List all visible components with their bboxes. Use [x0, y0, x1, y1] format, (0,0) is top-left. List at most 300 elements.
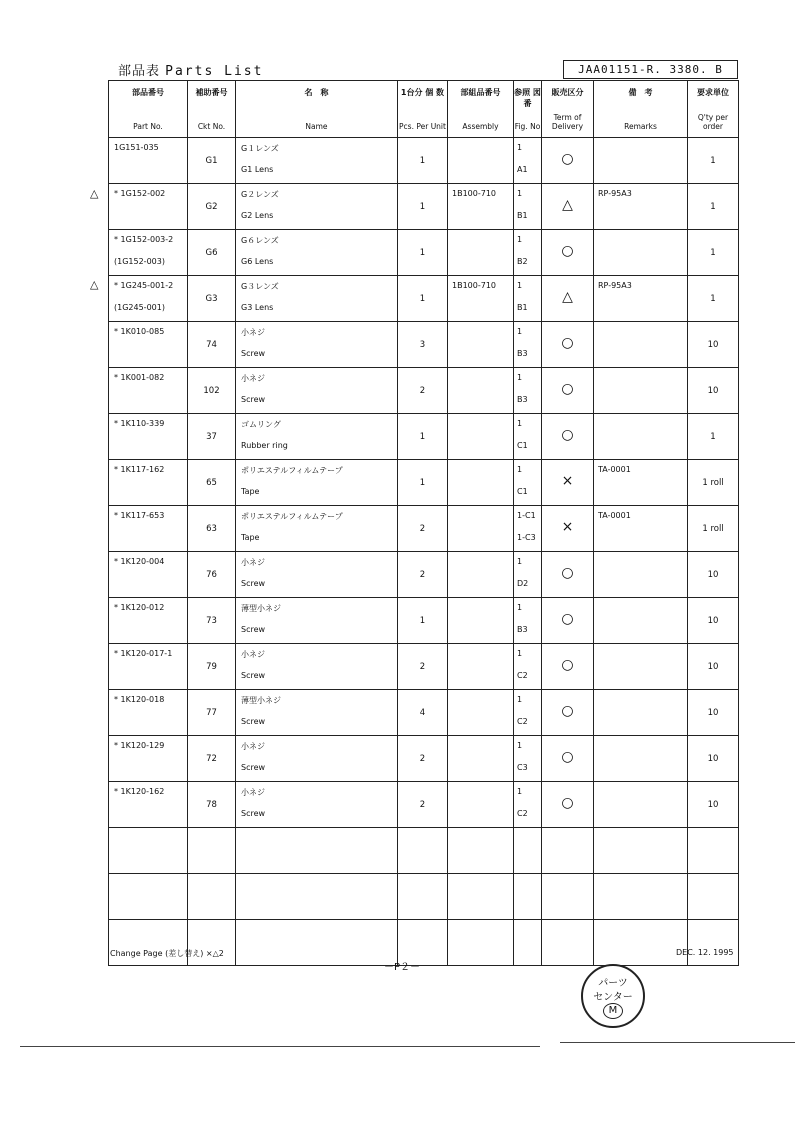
- table-cell: [594, 414, 688, 460]
- name-en: Screw: [241, 763, 266, 772]
- name-en: Tape: [241, 487, 260, 496]
- name-en: G3 Lens: [241, 303, 274, 312]
- column-header-jp: 備 考: [628, 88, 653, 97]
- table-cell: [448, 782, 514, 828]
- table-cell: [188, 276, 236, 322]
- table-cell: [448, 690, 514, 736]
- fig-location: B1: [517, 303, 528, 312]
- table-cell: [514, 874, 542, 920]
- table-cell: [398, 138, 448, 184]
- table-cell: [514, 230, 542, 276]
- table-cell: [236, 138, 398, 184]
- table-cell: [448, 552, 514, 598]
- table-row: [109, 368, 739, 414]
- delivery-term-mark: ○: [561, 381, 574, 397]
- column-header: [188, 81, 236, 138]
- document-number: JAA01151-R. 3380. B: [563, 60, 738, 79]
- ckt-number: 63: [206, 524, 217, 534]
- title-jp: 部品表: [118, 64, 161, 79]
- table-row: [109, 552, 739, 598]
- ckt-number: G2: [205, 202, 218, 212]
- delivery-term-mark: ○: [561, 565, 574, 581]
- name-en: Screw: [241, 625, 266, 634]
- pcs-per-unit: 1: [419, 202, 426, 212]
- table-cell: [398, 230, 448, 276]
- table-cell: [542, 506, 594, 552]
- table-cell: [398, 690, 448, 736]
- table-cell: [594, 828, 688, 874]
- table-cell: [594, 230, 688, 276]
- qty-per-order: 10: [707, 570, 719, 580]
- column-header: [398, 81, 448, 138]
- table-cell: [594, 736, 688, 782]
- column-header-en: Assembly: [462, 122, 499, 131]
- table-cell: [688, 276, 739, 322]
- table-cell: [594, 874, 688, 920]
- column-header-jp: 部組品番号: [460, 88, 501, 97]
- pcs-per-unit: 1: [419, 478, 426, 488]
- parts-center-stamp: [581, 964, 645, 1028]
- column-header-jp: 補助番号: [195, 88, 228, 97]
- name-en: Screw: [241, 349, 266, 358]
- fig-location: B3: [517, 625, 528, 634]
- table-cell: [514, 552, 542, 598]
- table-cell: [109, 690, 188, 736]
- table-cell: [688, 690, 739, 736]
- ckt-number: G6: [205, 248, 218, 258]
- stamp-line1: パーツ: [598, 978, 628, 989]
- table-cell: [109, 552, 188, 598]
- fig-location: C2: [517, 717, 528, 726]
- table-cell: [448, 736, 514, 782]
- table-cell: [514, 598, 542, 644]
- fig-location: C3: [517, 763, 528, 772]
- title-en: Parts List: [165, 64, 264, 79]
- table-cell: [688, 322, 739, 368]
- part-number: * 1K120-129: [114, 741, 165, 750]
- table-cell: [188, 644, 236, 690]
- table-cell: [236, 598, 398, 644]
- fig-location: B3: [517, 395, 528, 404]
- fig-location: A1: [517, 165, 528, 174]
- table-cell: [236, 874, 398, 920]
- table-cell: [236, 552, 398, 598]
- table-cell: [448, 322, 514, 368]
- table-cell: [688, 184, 739, 230]
- table-cell: [109, 368, 188, 414]
- table-cell: [514, 414, 542, 460]
- fig-number: 1: [517, 327, 523, 336]
- name-jp: G１レンズ: [241, 144, 279, 153]
- table-cell: [109, 184, 188, 230]
- name-jp: 小ネジ: [241, 558, 265, 567]
- bottom-divider-right: [560, 1042, 795, 1043]
- table-cell: [188, 322, 236, 368]
- fig-number: 1: [517, 419, 523, 428]
- parts-table: [108, 80, 739, 966]
- table-cell: [514, 368, 542, 414]
- fig-number: 1: [517, 465, 523, 474]
- table-cell: [236, 230, 398, 276]
- delivery-term-mark: △: [562, 289, 573, 305]
- table-cell: [688, 644, 739, 690]
- qty-per-order: 10: [707, 754, 719, 764]
- column-header-jp: 1台分 個 数: [400, 88, 445, 97]
- table-row: [109, 874, 739, 920]
- qty-per-order: 10: [707, 616, 719, 626]
- table-row: [109, 828, 739, 874]
- table-row: [109, 414, 739, 460]
- table-cell: [398, 506, 448, 552]
- ckt-number: G3: [205, 294, 218, 304]
- fig-number: 1: [517, 649, 523, 658]
- assembly-number: 1B100-710: [452, 189, 497, 198]
- pcs-per-unit: 1: [419, 248, 426, 258]
- column-header-en: Q'ty per order: [697, 113, 729, 131]
- table-cell: [594, 644, 688, 690]
- table-cell: [514, 690, 542, 736]
- table-cell: [188, 782, 236, 828]
- issue-date: DEC. 12. 1995: [676, 948, 734, 957]
- table-cell: [448, 598, 514, 644]
- name-jp: G３レンズ: [241, 282, 279, 291]
- table-cell: [109, 506, 188, 552]
- table-cell: [398, 276, 448, 322]
- table-cell: [514, 138, 542, 184]
- table-row: [109, 690, 739, 736]
- table-row: [109, 736, 739, 782]
- name-jp: ポリエステルフィルムテープ: [241, 466, 343, 475]
- fig-location: C1: [517, 441, 528, 450]
- table-cell: [398, 782, 448, 828]
- column-header-jp: 部品番号: [132, 88, 164, 97]
- fig-location: B2: [517, 257, 528, 266]
- table-cell: [448, 230, 514, 276]
- table-cell: [542, 368, 594, 414]
- table-cell: [448, 184, 514, 230]
- ckt-number: 78: [206, 800, 217, 810]
- part-number: * 1K010-085: [114, 327, 165, 336]
- table-cell: [542, 874, 594, 920]
- qty-per-order: 1: [710, 294, 716, 304]
- fig-number: 1: [517, 143, 523, 152]
- part-number: * 1G245-001-2: [114, 281, 174, 290]
- pcs-per-unit: 1: [419, 432, 426, 442]
- table-cell: [688, 506, 739, 552]
- name-jp: ポリエステルフィルムテープ: [241, 512, 343, 521]
- fig-number: 1: [517, 189, 523, 198]
- column-header-en: Fig. No: [514, 122, 541, 131]
- table-cell: [236, 920, 398, 966]
- table-cell: [448, 138, 514, 184]
- fig-number: 1: [517, 787, 523, 796]
- table-cell: [594, 368, 688, 414]
- fig-number: 1: [517, 695, 523, 704]
- qty-per-order: 10: [707, 386, 719, 396]
- table-cell: [688, 598, 739, 644]
- part-number: * 1K117-653: [114, 511, 165, 520]
- table-cell: [236, 644, 398, 690]
- fig-number: 1: [517, 741, 523, 750]
- table-cell: [688, 552, 739, 598]
- table-cell: [688, 138, 739, 184]
- delivery-term-mark: ×: [561, 519, 574, 535]
- delivery-term-mark: ×: [561, 473, 574, 489]
- table-cell: [398, 184, 448, 230]
- table-cell: [594, 782, 688, 828]
- table-cell: [542, 644, 594, 690]
- table-cell: [542, 736, 594, 782]
- table-cell: [542, 138, 594, 184]
- pcs-per-unit: 2: [419, 800, 426, 810]
- delivery-term-mark: ○: [561, 243, 574, 259]
- part-number: * 1K120-018: [114, 695, 165, 704]
- ckt-number: 102: [203, 386, 220, 396]
- remarks: RP-95A3: [598, 189, 632, 198]
- delivery-term-mark: ○: [561, 703, 574, 719]
- table-cell: [542, 690, 594, 736]
- table-cell: [514, 920, 542, 966]
- delivery-term-mark: ○: [561, 657, 574, 673]
- table-cell: [188, 230, 236, 276]
- part-number: * 1K120-162: [114, 787, 165, 796]
- fig-location: D2: [517, 579, 529, 588]
- column-header-jp: 要求単位: [697, 88, 729, 97]
- table-cell: [398, 598, 448, 644]
- delivery-term-mark: ○: [561, 749, 574, 765]
- table-cell: [236, 460, 398, 506]
- table-cell: [514, 184, 542, 230]
- fig-location: B3: [517, 349, 528, 358]
- table-row: [109, 644, 739, 690]
- remarks: TA-0001: [598, 465, 631, 474]
- table-cell: [236, 276, 398, 322]
- fig-number: 1: [517, 235, 523, 244]
- table-cell: [688, 230, 739, 276]
- table-cell: [542, 828, 594, 874]
- table-cell: [594, 598, 688, 644]
- table-cell: [109, 644, 188, 690]
- delivery-term-mark: ○: [561, 151, 574, 167]
- pcs-per-unit: 1: [419, 156, 426, 166]
- table-cell: [542, 322, 594, 368]
- name-en: G1 Lens: [241, 165, 274, 174]
- table-row: [109, 184, 739, 230]
- part-number: * 1K110-339: [114, 419, 165, 428]
- table-cell: [236, 414, 398, 460]
- table-cell: [448, 920, 514, 966]
- table-cell: [188, 874, 236, 920]
- assembly-number: 1B100-710: [452, 281, 497, 290]
- table-cell: [688, 368, 739, 414]
- part-number: * 1K120-004: [114, 557, 165, 566]
- delivery-term-mark: △: [562, 197, 573, 213]
- table-cell: [188, 552, 236, 598]
- table-cell: [109, 322, 188, 368]
- table-cell: [109, 138, 188, 184]
- table-cell: [398, 322, 448, 368]
- delivery-term-mark: ○: [561, 611, 574, 627]
- table-cell: [236, 736, 398, 782]
- table-cell: [542, 598, 594, 644]
- pcs-per-unit: 3: [419, 340, 426, 350]
- table-cell: [236, 782, 398, 828]
- ckt-number: 65: [206, 478, 217, 488]
- table-row: [109, 506, 739, 552]
- table-cell: [236, 184, 398, 230]
- table-cell: [594, 184, 688, 230]
- table-cell: [398, 644, 448, 690]
- fig-number: 1: [517, 557, 523, 566]
- table-cell: [688, 460, 739, 506]
- part-number: * 1K120-012: [114, 603, 165, 612]
- table-row: [109, 460, 739, 506]
- table-cell: [594, 138, 688, 184]
- part-number: * 1K117-162: [114, 465, 165, 474]
- table-cell: [188, 460, 236, 506]
- ckt-number: 79: [206, 662, 217, 672]
- table-cell: [109, 598, 188, 644]
- revision-flag-icon: △: [90, 277, 99, 291]
- table-cell: [514, 460, 542, 506]
- name-jp: 小ネジ: [241, 788, 265, 797]
- column-header-jp: 名 称: [304, 88, 329, 97]
- table-header: [109, 81, 739, 138]
- table-cell: [236, 690, 398, 736]
- qty-per-order: 10: [707, 662, 719, 672]
- table-row: [109, 782, 739, 828]
- name-en: Screw: [241, 579, 266, 588]
- remarks: RP-95A3: [598, 281, 632, 290]
- table-cell: [688, 828, 739, 874]
- name-jp: 小ネジ: [241, 742, 265, 751]
- table-row: [109, 598, 739, 644]
- page-title: [118, 60, 263, 79]
- table-cell: [542, 414, 594, 460]
- table-cell: [542, 230, 594, 276]
- qty-per-order: 1: [710, 432, 716, 442]
- table-cell: [188, 828, 236, 874]
- table-cell: [688, 782, 739, 828]
- delivery-term-mark: ○: [561, 335, 574, 351]
- table-cell: [109, 828, 188, 874]
- table-cell: [514, 506, 542, 552]
- table-cell: [398, 460, 448, 506]
- ckt-number: 37: [206, 432, 217, 442]
- fig-location: 1-C3: [517, 533, 536, 542]
- table-cell: [448, 414, 514, 460]
- column-header: [109, 81, 188, 138]
- part-number-alt: (1G152-003): [114, 257, 165, 266]
- delivery-term-mark: ○: [561, 795, 574, 811]
- table-cell: [236, 368, 398, 414]
- table-cell: [688, 414, 739, 460]
- qty-per-order: 1: [710, 248, 716, 258]
- part-number: * 1G152-003-2: [114, 235, 174, 244]
- column-header-jp: 参照 図番: [514, 88, 541, 108]
- table-cell: [188, 598, 236, 644]
- fig-number: 1: [517, 603, 523, 612]
- table-cell: [448, 460, 514, 506]
- part-number: * 1G152-002: [114, 189, 166, 198]
- table-cell: [448, 368, 514, 414]
- table-cell: [594, 460, 688, 506]
- fig-number: 1-C1: [517, 511, 536, 520]
- pcs-per-unit: 2: [419, 570, 426, 580]
- name-jp: 薄型小ネジ: [241, 696, 281, 705]
- qty-per-order: 1: [710, 202, 716, 212]
- table-cell: [188, 368, 236, 414]
- column-header-en: Part No.: [133, 122, 163, 131]
- name-jp: G２レンズ: [241, 190, 279, 199]
- table-cell: [109, 276, 188, 322]
- table-cell: [109, 414, 188, 460]
- column-header: [448, 81, 514, 138]
- part-number: * 1K120-017-1: [114, 649, 173, 658]
- table-cell: [594, 322, 688, 368]
- qty-per-order: 1 roll: [702, 524, 724, 534]
- table-cell: [188, 736, 236, 782]
- name-jp: 小ネジ: [241, 374, 265, 383]
- table-row: [109, 276, 739, 322]
- table-cell: [448, 644, 514, 690]
- table-cell: [188, 414, 236, 460]
- bottom-divider: [20, 1046, 540, 1047]
- table-cell: [594, 690, 688, 736]
- name-jp: 薄型小ネジ: [241, 604, 281, 613]
- table-cell: [594, 276, 688, 322]
- qty-per-order: 1 roll: [702, 478, 724, 488]
- column-header: [542, 81, 594, 138]
- table-cell: [688, 874, 739, 920]
- table-cell: [514, 276, 542, 322]
- pcs-per-unit: 1: [419, 294, 426, 304]
- table-cell: [398, 368, 448, 414]
- name-en: Tape: [241, 533, 260, 542]
- table-cell: [514, 736, 542, 782]
- table-cell: [188, 506, 236, 552]
- table-cell: [398, 828, 448, 874]
- part-number: * 1K001-082: [114, 373, 165, 382]
- table-cell: [542, 920, 594, 966]
- pcs-per-unit: 4: [419, 708, 426, 718]
- name-jp: G６レンズ: [241, 236, 279, 245]
- table-cell: [448, 506, 514, 552]
- qty-per-order: 10: [707, 800, 719, 810]
- table-cell: [398, 414, 448, 460]
- column-header-jp: 販売区分: [551, 88, 584, 97]
- table-cell: [188, 138, 236, 184]
- ckt-number: 74: [206, 340, 217, 350]
- name-en: Screw: [241, 809, 266, 818]
- column-header: [514, 81, 542, 138]
- table-cell: [688, 736, 739, 782]
- table-cell: [398, 736, 448, 782]
- pcs-per-unit: 2: [419, 754, 426, 764]
- name-en: G2 Lens: [241, 211, 274, 220]
- column-header: [688, 81, 739, 138]
- table-cell: [236, 828, 398, 874]
- table-row: [109, 230, 739, 276]
- page-number: －P２－: [384, 962, 421, 973]
- name-en: Rubber ring: [241, 441, 288, 450]
- change-page-note: Change Page (差し替え) ×△2: [110, 949, 224, 958]
- column-header-en: Name: [305, 122, 328, 131]
- table-cell: [448, 874, 514, 920]
- table-cell: [109, 460, 188, 506]
- fig-location: C1: [517, 487, 528, 496]
- table-body: [109, 138, 739, 966]
